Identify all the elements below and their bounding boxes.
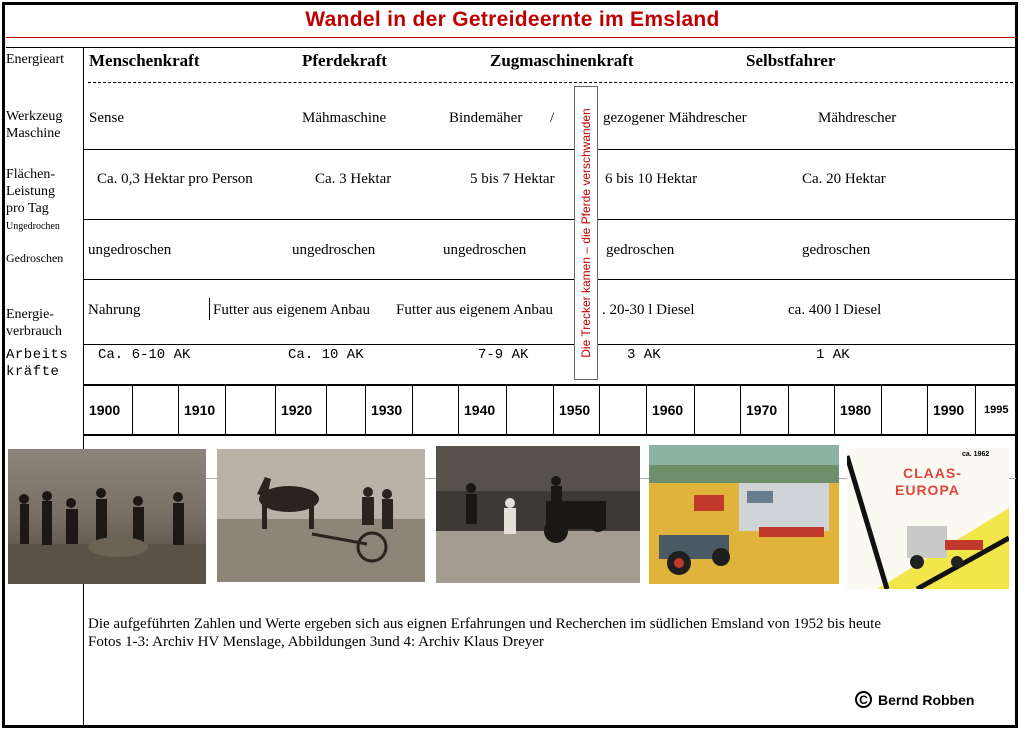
cell-ak-4: 3 AK: [627, 347, 661, 363]
label-arbeitskraefte: Arbeits kräfte: [6, 347, 69, 380]
cell-energie-3: Futter aus eigenem Anbau: [396, 302, 554, 318]
header-selbstfahrer: Selbstfahrer: [746, 51, 836, 70]
photo-pulled-combine: [649, 445, 839, 584]
poster-title-line1: CLAAS-: [903, 465, 962, 481]
year-1960: 1960: [646, 386, 694, 434]
photo-claas-europa-poster: [847, 448, 1009, 589]
label-werkzeug: Werkzeug Maschine: [6, 109, 63, 141]
poster-date: ca. 1962: [962, 451, 990, 458]
copyright-icon: C: [855, 691, 872, 708]
title-underline: [6, 37, 1016, 38]
year-1930: 1930: [365, 386, 412, 434]
year-spacer: [326, 386, 365, 434]
row-line: [84, 149, 1016, 150]
photo-horse-mower: [217, 449, 425, 582]
year-1980: 1980: [834, 386, 881, 434]
page-title: Wandel in der Getreideernte im Emsland: [305, 8, 720, 31]
year-spacer: [225, 386, 275, 434]
cell-flaeche-2: Ca. 3 Hektar: [315, 171, 392, 187]
year-spacer: [881, 386, 927, 434]
cell-energie-2: Futter aus eigenem Anbau: [213, 302, 371, 318]
cell-sense: Sense: [89, 110, 124, 126]
cell-maehmaschine: Mähmaschine: [302, 110, 387, 126]
cell-drusch-1: ungedroschen: [88, 242, 172, 258]
copyright: [855, 691, 974, 708]
year-spacer: [412, 386, 458, 434]
cell-ak-1: Ca. 6-10 AK: [98, 347, 191, 363]
copyright-name: Bernd Robben: [878, 691, 975, 708]
timeline-bottom-line: [84, 434, 1016, 436]
row-line: [84, 219, 1016, 220]
footnote-photo-credits: Fotos 1-3: Archiv HV Menslage, Abbildungen 3und 4: Archiv Klaus Dreyer: [88, 634, 544, 650]
cell-gezogener-maehdrescher: gezogener Mähdrescher: [603, 110, 747, 126]
cell-flaeche-4: 6 bis 10 Hektar: [605, 171, 698, 187]
photo-tractor-binder: [436, 446, 640, 583]
cell-flaeche-3: 5 bis 7 Hektar: [470, 171, 555, 187]
cell-drusch-4: gedroschen: [606, 242, 675, 258]
poster-title-line2: EUROPA: [895, 482, 960, 498]
cell-ak-5: 1 AK: [816, 347, 850, 363]
year-spacer: [506, 386, 553, 434]
cell-flaeche-1: Ca. 0,3 Hektar pro Person: [97, 171, 253, 187]
cell-bindemaeher: Bindemäher: [449, 110, 523, 126]
label-energieverbrauch: Energie- verbrauch: [6, 307, 62, 339]
cell-slash: /: [550, 110, 555, 126]
cell-flaeche-5: Ca. 20 Hektar: [802, 171, 886, 187]
label-energieart: Energieart: [6, 52, 65, 67]
year-1920: 1920: [275, 386, 326, 434]
cell-drusch-5: gedroschen: [802, 242, 871, 258]
year-1900: 1900: [89, 402, 121, 418]
year-1990: 1990: [927, 386, 975, 434]
tractor-banner: Die Trecker kamen – die Pferde verschwanden: [574, 86, 598, 380]
table-top-line: [6, 47, 1016, 48]
row-line: [84, 344, 1016, 345]
year-1970: 1970: [740, 386, 788, 434]
year-spacer: [788, 386, 834, 434]
cell-ak-3: 7-9 AK: [478, 347, 529, 363]
cell-energie-4: . 20-30 l Diesel: [602, 302, 695, 318]
cell-drusch-3: ungedroschen: [443, 242, 527, 258]
year-1910: 1910: [178, 386, 225, 434]
year-1950: 1950: [553, 386, 599, 434]
cell-ak-2: Ca. 10 AK: [288, 347, 364, 363]
cell-energie-5: ca. 400 l Diesel: [788, 302, 882, 318]
label-ungedroschen: Ungedrochen: [6, 221, 60, 232]
year-1940: 1940: [458, 386, 506, 434]
energie-divider: [209, 298, 210, 320]
label-flaechen: Flächen- Leistung pro Tag: [6, 167, 55, 216]
year-spacer: [694, 386, 740, 434]
year-spacer: [599, 386, 646, 434]
cell-drusch-2: ungedroschen: [292, 242, 376, 258]
cell-maehdrescher: Mähdrescher: [818, 110, 897, 126]
footnote-source: Die aufgeführten Zahlen und Werte ergeben sich aus eignen Erfahrungen und Recherchen im südlichen Emsland von 1952 bis heute: [88, 616, 881, 632]
header-pferdekraft: Pferdekraft: [302, 51, 387, 70]
year-spacer: [132, 386, 178, 434]
cell-energie-1: Nahrung: [88, 302, 141, 318]
photo-harvest-workers: [8, 449, 206, 584]
label-gedroschen: Gedroschen: [6, 251, 64, 265]
year-1995: 1995: [975, 386, 1016, 434]
table-right-border: [1016, 48, 1017, 440]
header-menschenkraft: Menschenkraft: [89, 51, 200, 70]
row-line: [84, 279, 1016, 280]
header-dashed-line: [88, 82, 1013, 83]
header-zugmaschinenkraft: Zugmaschinenkraft: [490, 51, 634, 70]
